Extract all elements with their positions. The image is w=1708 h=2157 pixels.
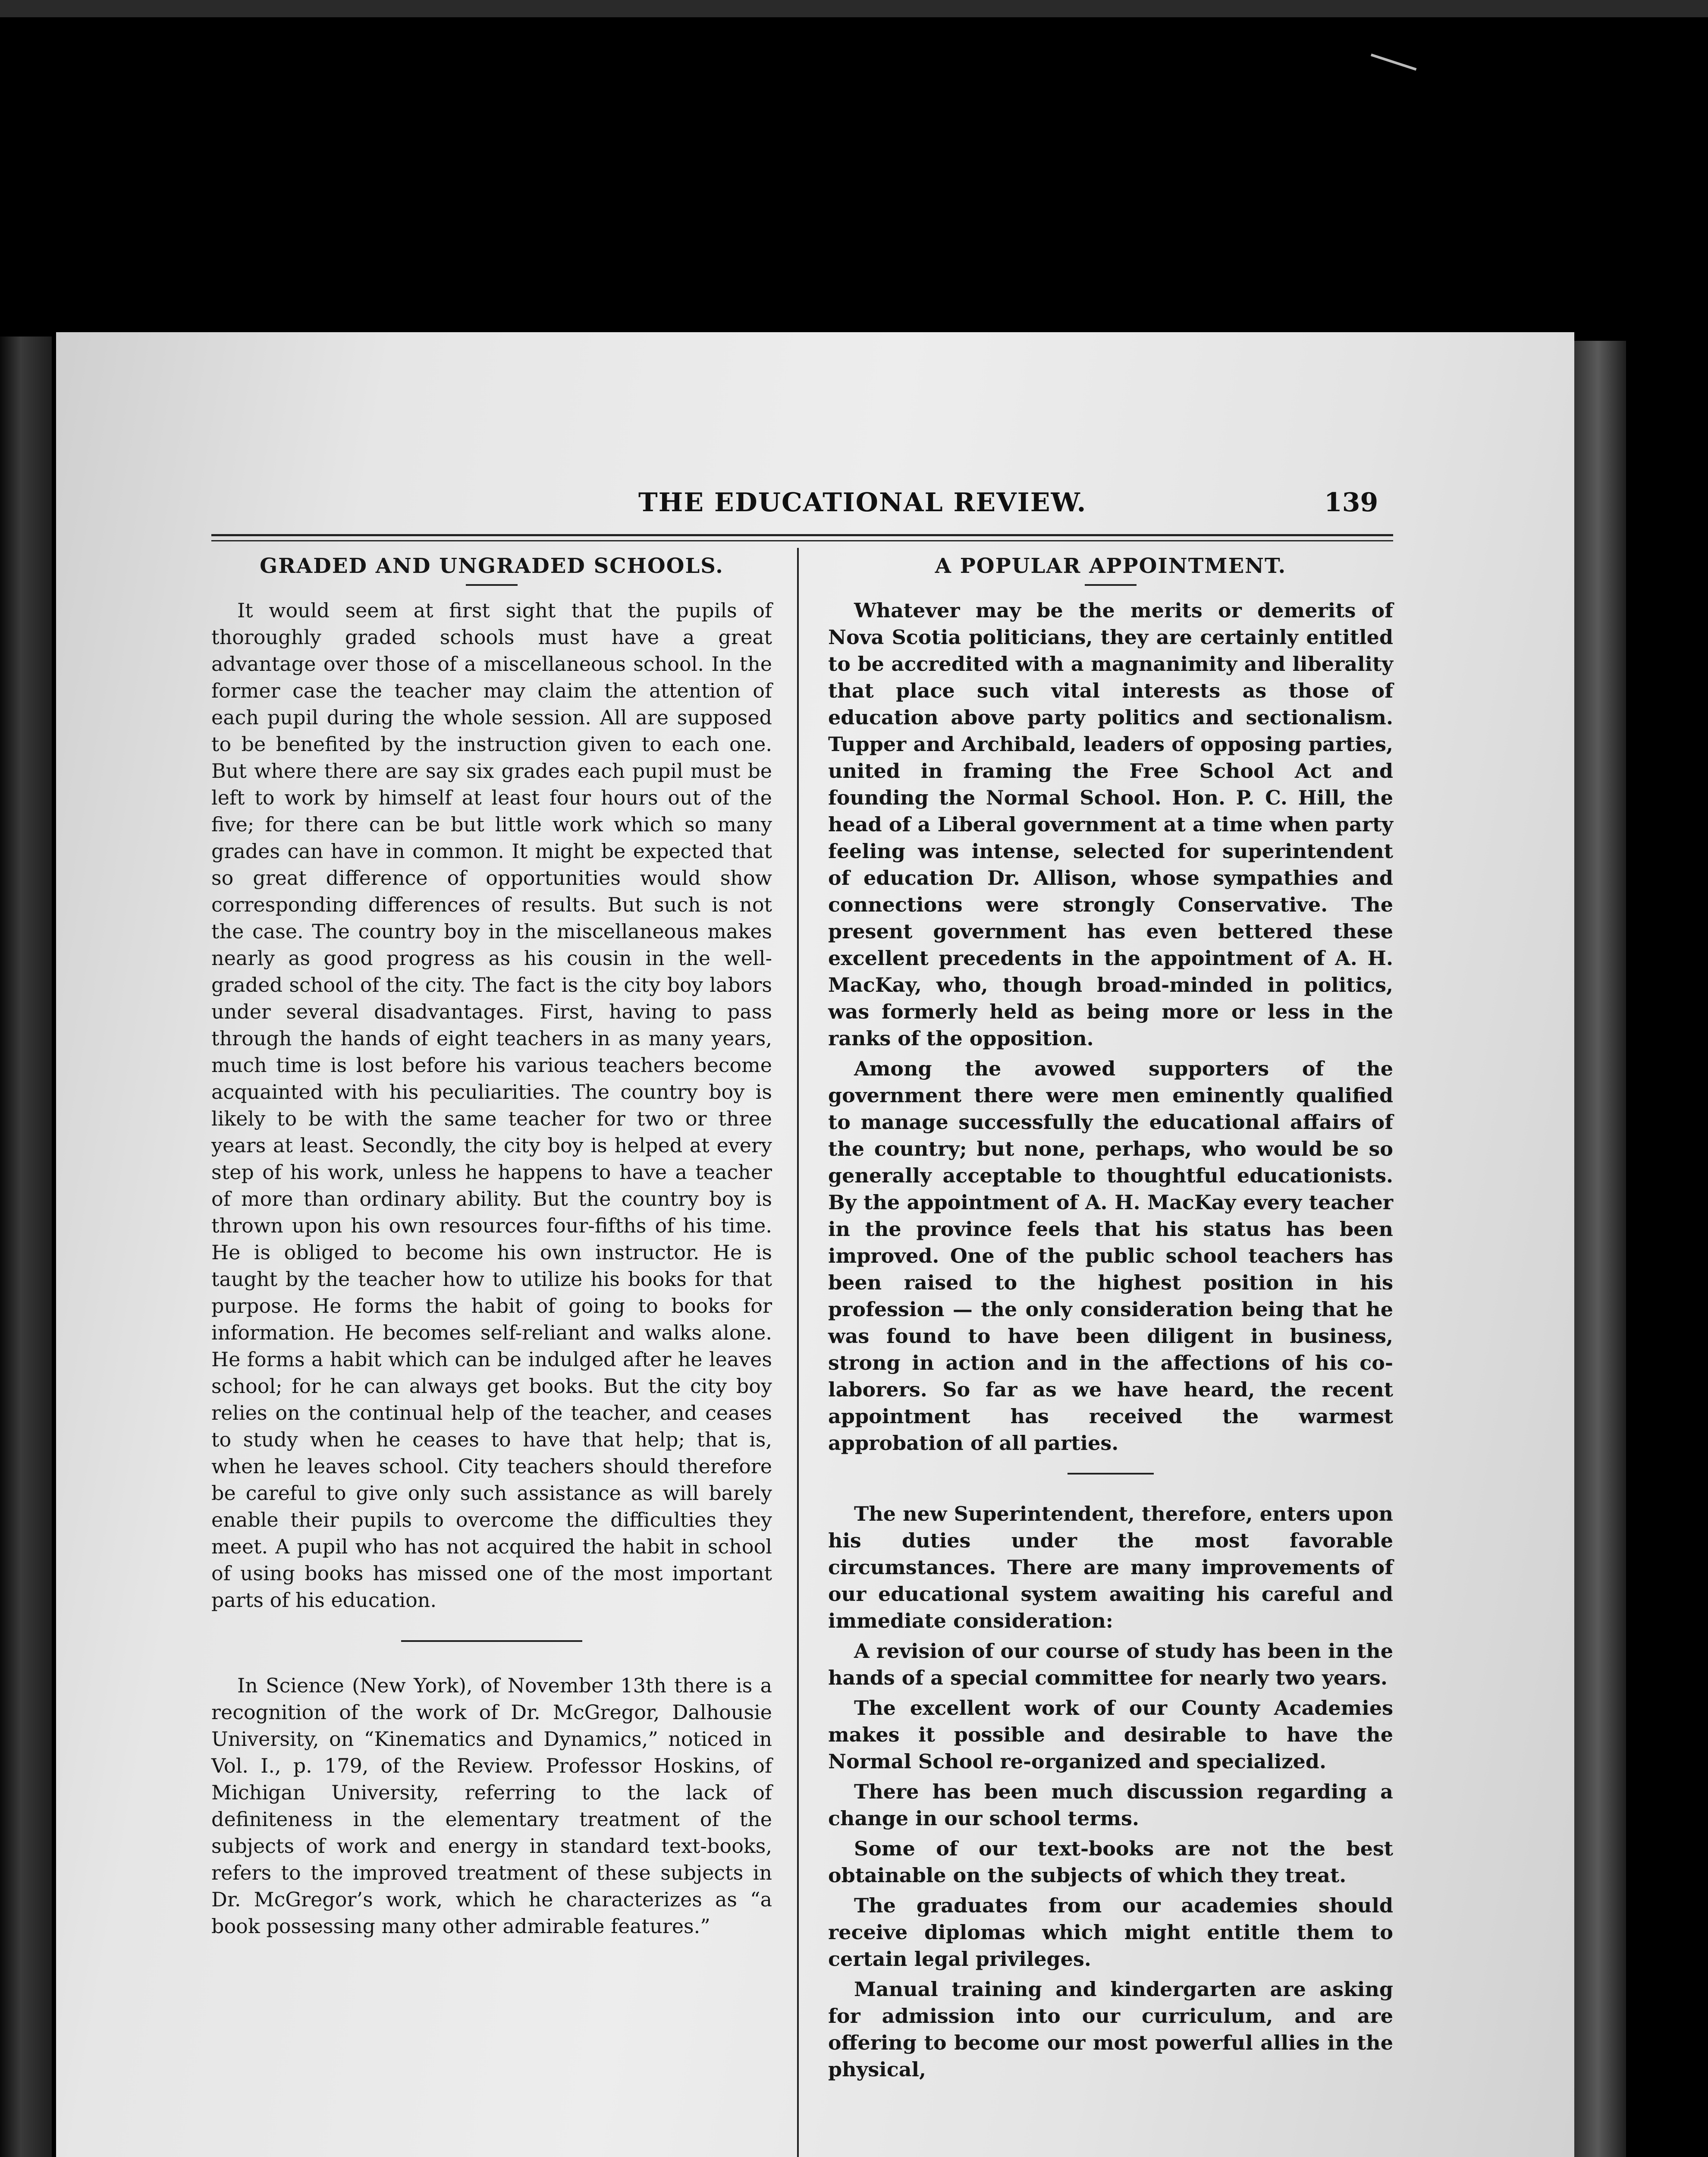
improvement-item: The excellent work of our County Academies makes it possible and desirable to have the Normal School re-organized and specialized. [828, 1696, 1393, 1773]
article-heading-graded-schools: GRADED AND UNGRADED SCHOOLS. [260, 554, 724, 578]
improvement-item: Manual training and kindergarten are asking for admission into our curriculum, and are offering to become our most powerful allies in the physical, [828, 1978, 1393, 2081]
film-frame-edge [0, 0, 1708, 17]
heading-dash [1085, 584, 1137, 586]
appointment-paragraph: Whatever may be the merits or demerits of Nova Scotia politicians, they are certainly entitled to be accredited with a magnanimity and liberality that place such vital interests as those of education above party politics and sectionalism. Tupper and Archibald, leaders of opposing parties, united in framing the Free School Act and founding the Normal School. Hon. P. C. Hill, the head of a Liberal government at a time when party feeling was intense, selected for superintendent of education Dr. Allison, whose sympathies and connections were strongly Conservative. The present government has even bettered these excellent precedents in the appointment of A. H. MacKay, who, though broad-minded in politics, was formerly held as being more or less in the ranks of the opposition. [828, 599, 1393, 1050]
running-head [211, 487, 1419, 522]
left-book-edge [0, 336, 52, 2157]
superintendent-paragraph: The new Superintendent, therefore, enters upon his duties under the most favorable circumstances. There are many improvements of our educational system awaiting his careful and immediate consideration: [828, 1502, 1393, 1632]
journal-title: THE EDUCATIONAL REVIEW. [638, 487, 1087, 518]
header-rule-secondary [211, 540, 1393, 541]
heading-dash [466, 584, 518, 586]
article-body-graded-schools: It would seem at first sight that the pupils of thoroughly graded schools must have a great advantage over those of a miscellaneous school. In the former case the teacher may claim the attention of each pupil during the whole session. All are supposed to be benefited by the instruction given to each one. But where there are say six grades each pupil must be left to work by himself at least four hours out of the five; for there can be but little work which so many grades can have in common. It might be expected that so great difference of opportunities would show corresponding differences of results. But such is not the case. The country boy in the miscellaneous makes nearly as good progress as his cousin in the well-graded school of the city. The fact is the city boy labors under several disadvantages. First, having to pass through the hands of eight teachers in as many years, much time is lost before his various teachers become acquainted with his peculiarities. The country boy is likely to be with the same teacher for two or three years at least. Secondly, the city boy is helped at every step of his work, unless he happens to have a teacher of more than ordinary ability. But the country boy is thrown upon his own resources four-fifths of his time. He is obliged to become his own instructor. He is taught by the teacher how to utilize his books for that purpose. He forms the habit of going to books for information. He becomes self-reliant and walks alone. He forms a habit which can be indulged after he leaves school; for he can always get books. But the city boy relies on the continual help of the teacher, and ceases to study when he ceases to have that help; that is, when he leaves school. City teachers should therefore be careful to give only such assistance as will barely enable their pupils to overcome the difficulties they meet. A pupil who has not acquired the habit in school of using books has missed one of the most important parts of his education. [211, 599, 772, 1612]
section-separator [401, 1640, 582, 1642]
left-column [211, 552, 772, 1940]
column-divider [797, 548, 799, 2157]
scanned-page [56, 332, 1574, 2157]
header-rule [211, 534, 1393, 536]
improvement-item: There has been much discussion regarding a change in our school terms. [828, 1780, 1393, 1830]
section-separator [1068, 1473, 1154, 1475]
right-book-edge [1570, 341, 1626, 2157]
page-number: 139 [1324, 487, 1378, 518]
improvement-item: The graduates from our academies should receive diplomas which might entitle them to certain legal privileges. [828, 1894, 1393, 1971]
appointment-paragraph: Among the avowed supporters of the government there were men eminently qualified to manage successfully the educational affairs of the country; but none, perhaps, who would be so generally acceptable to thoughtful educationists. By the appointment of A. H. MacKay every teacher in the province feels that his status has been improved. One of the public school teachers has been raised to the highest position in his profession — the only consideration being that he was found to have been diligent in business, strong in action and in the affections of his co-laborers. So far as we have heard, the recent appointment has received the warmest approbation of all parties. [828, 1057, 1393, 1455]
article-heading-popular-appointment: A POPULAR APPOINTMENT. [935, 554, 1287, 578]
note-science-review: In Science (New York), of November 13th there is a recognition of the work of Dr. McGregor, Dalhousie University, on “Kinematics and Dynamics,” noticed in Vol. I., p. 179, of the Review. Professor Hoskins, of Michigan University, referring to the lack of definiteness in the elementary treatment of the subjects of work and energy in standard text-books, refers to the improved treatment of these subjects in Dr. McGregor’s work, which he characterizes as “a book possessing many other admirable features.” [211, 1674, 772, 1938]
right-column [828, 552, 1393, 2083]
improvement-item: A revision of our course of study has been in the hands of a special committee for nearly two years. [828, 1639, 1393, 1689]
film-scratch-mark [1366, 53, 1417, 87]
improvement-item: Some of our text-books are not the best obtainable on the subjects of which they treat. [828, 1837, 1393, 1887]
